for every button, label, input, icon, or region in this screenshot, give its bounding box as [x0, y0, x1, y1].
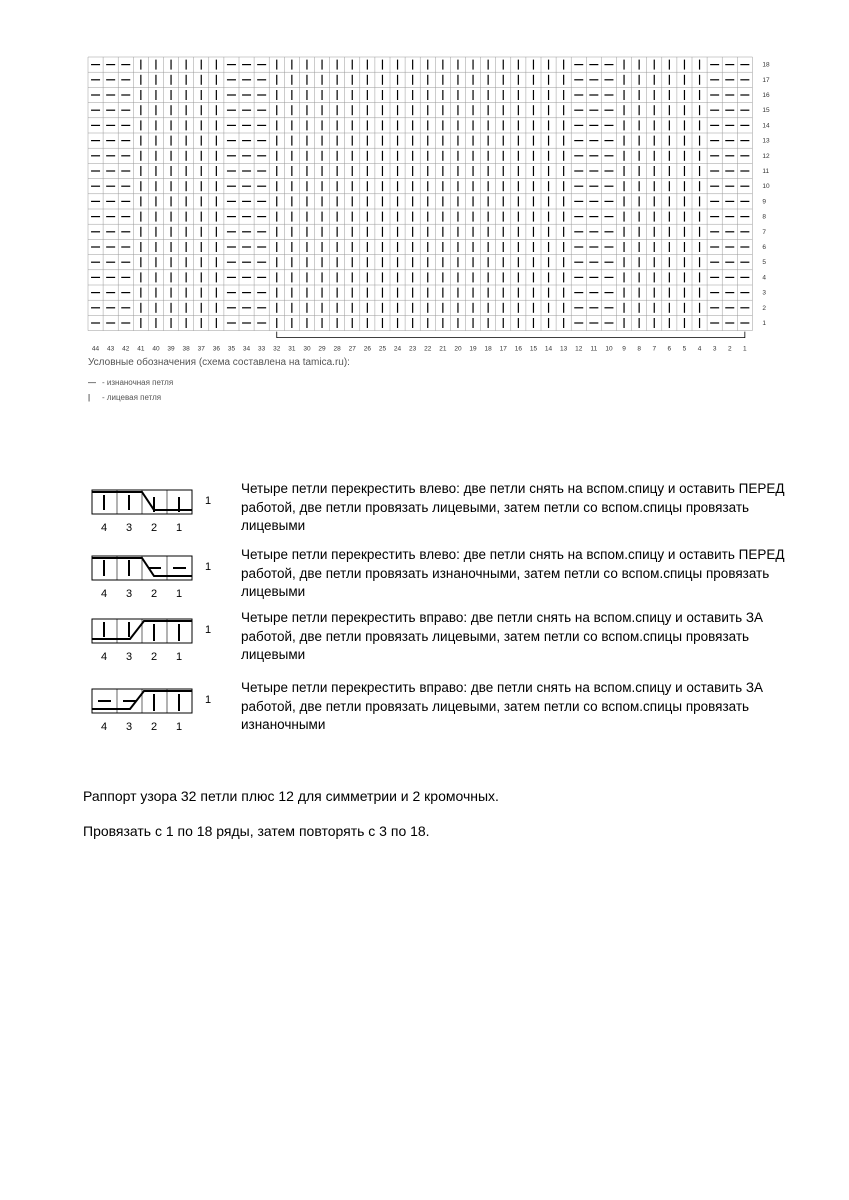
col-label: 2 [727, 345, 732, 353]
stitch-number: 4 [101, 522, 108, 534]
row-label: 10 [762, 183, 770, 191]
stitch-number: 2 [151, 588, 158, 600]
row-label: 12 [762, 152, 770, 160]
repeat-bracket [277, 332, 745, 338]
row-label: 9 [762, 198, 767, 206]
cable-diagram-left-purl [88, 554, 228, 608]
cable-diagram-right-purl [88, 687, 228, 741]
col-label: 19 [469, 345, 477, 353]
row-label: 11 [762, 168, 770, 175]
stitch-number: 1 [176, 522, 183, 534]
knitting-chart [0, 0, 849, 360]
row-label: 4 [762, 274, 767, 282]
stitch-number: 1 [176, 588, 183, 600]
stitch-number: 4 [101, 651, 108, 663]
row-label: 16 [762, 92, 770, 99]
stitch-number: 1 [176, 721, 183, 733]
row-label: 7 [762, 228, 767, 236]
col-label: 25 [378, 345, 387, 353]
col-label: 1 [743, 345, 747, 353]
col-label: 28 [333, 345, 341, 353]
col-label: 38 [182, 345, 190, 353]
col-label: 37 [197, 345, 205, 353]
row-label: 1 [762, 320, 767, 327]
row-label: 2 [762, 304, 767, 312]
col-label: 30 [303, 345, 311, 353]
stitch-number: 4 [101, 721, 108, 733]
col-label: 17 [499, 345, 507, 353]
cable-desc-3: Четыре петли перекрестить вправо: две петли снять на вспом.спицу и оставить ЗА работой, две петли провязать лицевыми, затем петли со вспом.спицы провязать лицевыми [241, 610, 764, 662]
row-label: 17 [762, 76, 770, 84]
row-label: 14 [762, 122, 770, 130]
cable-desc-1: Четыре петли перекрестить влево: две петли снять на вспом.спицу и оставить ПЕРЕД работой, две петли провязать лицевыми, затем петли со вспом.спицы провязать лицевыми [241, 481, 785, 533]
col-label: 13 [560, 345, 568, 353]
col-label: 7 [652, 345, 657, 353]
cable-row-label: 1 [205, 495, 212, 507]
stitch-number: 2 [151, 522, 158, 534]
stitch-number: 3 [126, 588, 133, 600]
row-label: 8 [762, 213, 767, 221]
col-label: 40 [152, 345, 160, 353]
col-label: 39 [167, 345, 175, 353]
col-label: 21 [439, 345, 447, 353]
col-label: 36 [212, 345, 220, 353]
col-label: 20 [454, 345, 462, 353]
row-label: 3 [762, 289, 767, 297]
col-label: 6 [667, 345, 672, 353]
col-label: 10 [605, 345, 613, 353]
legend-knit [88, 393, 161, 402]
stitch-number: 3 [126, 721, 133, 733]
col-label: 34 [242, 345, 251, 353]
col-label: 32 [273, 345, 281, 353]
cable-desc-2: Четыре петли перекрестить влево: две петли снять на вспом.спицу и оставить ПЕРЕД работой, две петли провязать изнаночными, затем петли со вспом.спицы провязать лицевыми [241, 547, 785, 599]
col-label: 29 [318, 345, 326, 353]
col-label: 16 [514, 345, 522, 353]
cable-diagram-right-knit [88, 617, 228, 671]
col-label: 24 [393, 345, 402, 353]
col-label: 15 [529, 345, 538, 353]
col-label: 11 [590, 345, 598, 353]
col-label: 12 [575, 345, 583, 353]
cable-desc-4: Четыре петли перекрестить вправо: две петли снять на вспом.спицу и оставить ЗА работой, две петли провязать лицевыми, затем петли со вспом.спицы провязать изнаночными [241, 680, 764, 732]
col-label: 9 [622, 345, 626, 353]
col-label: 44 [91, 345, 100, 353]
col-label: 33 [258, 345, 266, 353]
col-label: 22 [424, 345, 432, 353]
col-label: 41 [137, 345, 145, 353]
purl-symbol-icon: — [88, 378, 96, 387]
legend-title: Условные обозначения (схема составлена на tamica.ru): [88, 357, 350, 368]
col-label: 43 [107, 345, 115, 353]
cable-row-label: 1 [205, 561, 212, 573]
stitch-number: 3 [126, 651, 133, 663]
legend-purl [88, 378, 173, 387]
stitch-number: 2 [151, 651, 158, 663]
col-label: 14 [544, 345, 553, 353]
col-label: 27 [348, 345, 356, 353]
col-label: 42 [122, 345, 130, 353]
stitch-number: 2 [151, 721, 158, 733]
stitch-number: 1 [176, 651, 183, 663]
knit-symbol-icon: | [88, 393, 91, 402]
legend-knit-label: - лицевая петля [102, 393, 162, 402]
col-label: 18 [484, 345, 492, 353]
col-label: 5 [682, 345, 687, 353]
row-label: 13 [762, 137, 770, 145]
col-label: 23 [409, 345, 417, 353]
col-label: 26 [363, 345, 371, 353]
col-label: 31 [288, 345, 296, 353]
cable-diagram-left-knit [88, 488, 228, 542]
col-label: 35 [227, 345, 236, 353]
cable-row-label: 1 [205, 694, 212, 706]
col-label: 4 [697, 345, 702, 353]
cable-row-label: 1 [205, 624, 212, 636]
stitch-number: 3 [126, 522, 133, 534]
rapport-note: Раппорт узора 32 петли плюс 12 для симметрии и 2 кромочных. [83, 788, 499, 804]
row-label: 5 [762, 259, 767, 267]
row-label: 6 [762, 244, 767, 251]
col-label: 8 [637, 345, 641, 353]
repeat-note: Провязать с 1 по 18 ряды, затем повторять с 3 по 18. [83, 823, 430, 839]
legend-purl-label: - изнаночная петля [102, 378, 174, 387]
row-label: 18 [762, 61, 770, 69]
col-label: 3 [712, 345, 717, 353]
row-label: 15 [762, 107, 770, 115]
stitch-number: 4 [101, 588, 108, 600]
